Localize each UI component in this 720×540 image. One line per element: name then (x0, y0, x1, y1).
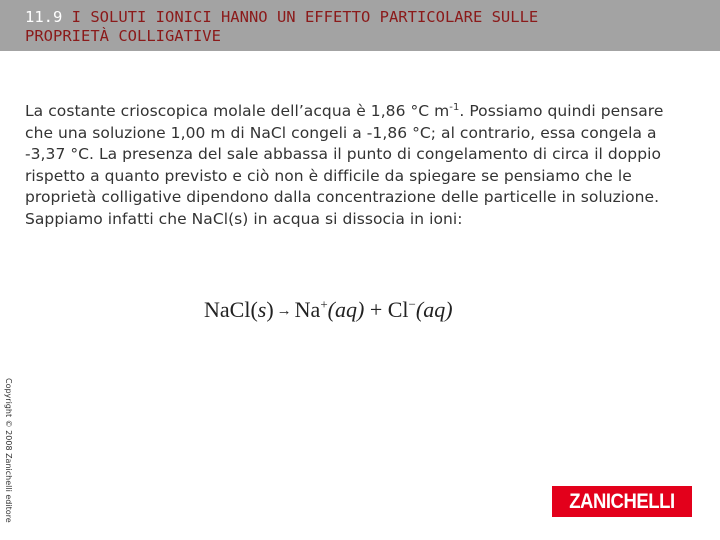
zanichelli-logo (552, 486, 692, 517)
logo-text: ZANICHELLI (569, 489, 675, 513)
title-line-1: I SOLUTI IONICI HANNO UN EFFETTO PARTICOLARE SULLE (71, 8, 539, 26)
eq-cation-charge: + (320, 296, 328, 312)
title-line-2: PROPRIETÀ COLLIGATIVE (25, 27, 221, 45)
body-part-1: La costante crioscopica molale dell’acqua è 1,86 °C m (25, 102, 450, 120)
eq-anion-state: (aq) (415, 297, 453, 322)
dissociation-equation (204, 293, 504, 327)
body-exponent: -1 (449, 101, 460, 113)
eq-anion-charge: − (408, 296, 416, 312)
eq-plus: + (369, 297, 383, 322)
eq-reactant-close: ) (266, 297, 274, 322)
eq-cation: Na (294, 297, 321, 322)
eq-anion: Cl (387, 297, 409, 322)
section-number: 11.9 (25, 8, 63, 26)
body-paragraph (25, 101, 695, 230)
title-bar (0, 0, 720, 51)
slide-title (25, 8, 705, 46)
eq-arrow: → (276, 303, 292, 319)
eq-cation-state: (aq) (327, 297, 365, 322)
body-part-2: . Possiamo quindi pensare che una soluzione 1,00 m di NaCl congeli a -1,86 °C; al contrario, essa congela a -3,37 °C. La presenza del sale abbassa il punto di congelamento di circa il doppio rispetto a quanto previsto e ciò non è difficile da spiegare se pensiamo che le proprietà colligative dipendono dalla concentrazione delle particelle in soluzione. Sappiamo infatti che NaCl(s) in acqua si dissocia in ioni: (25, 102, 664, 228)
copyright-notice: Copyright © 2008 Zanichelli editore (4, 378, 13, 523)
eq-reactant: NaCl( (204, 297, 258, 322)
eq-reactant-state: s (257, 297, 267, 322)
